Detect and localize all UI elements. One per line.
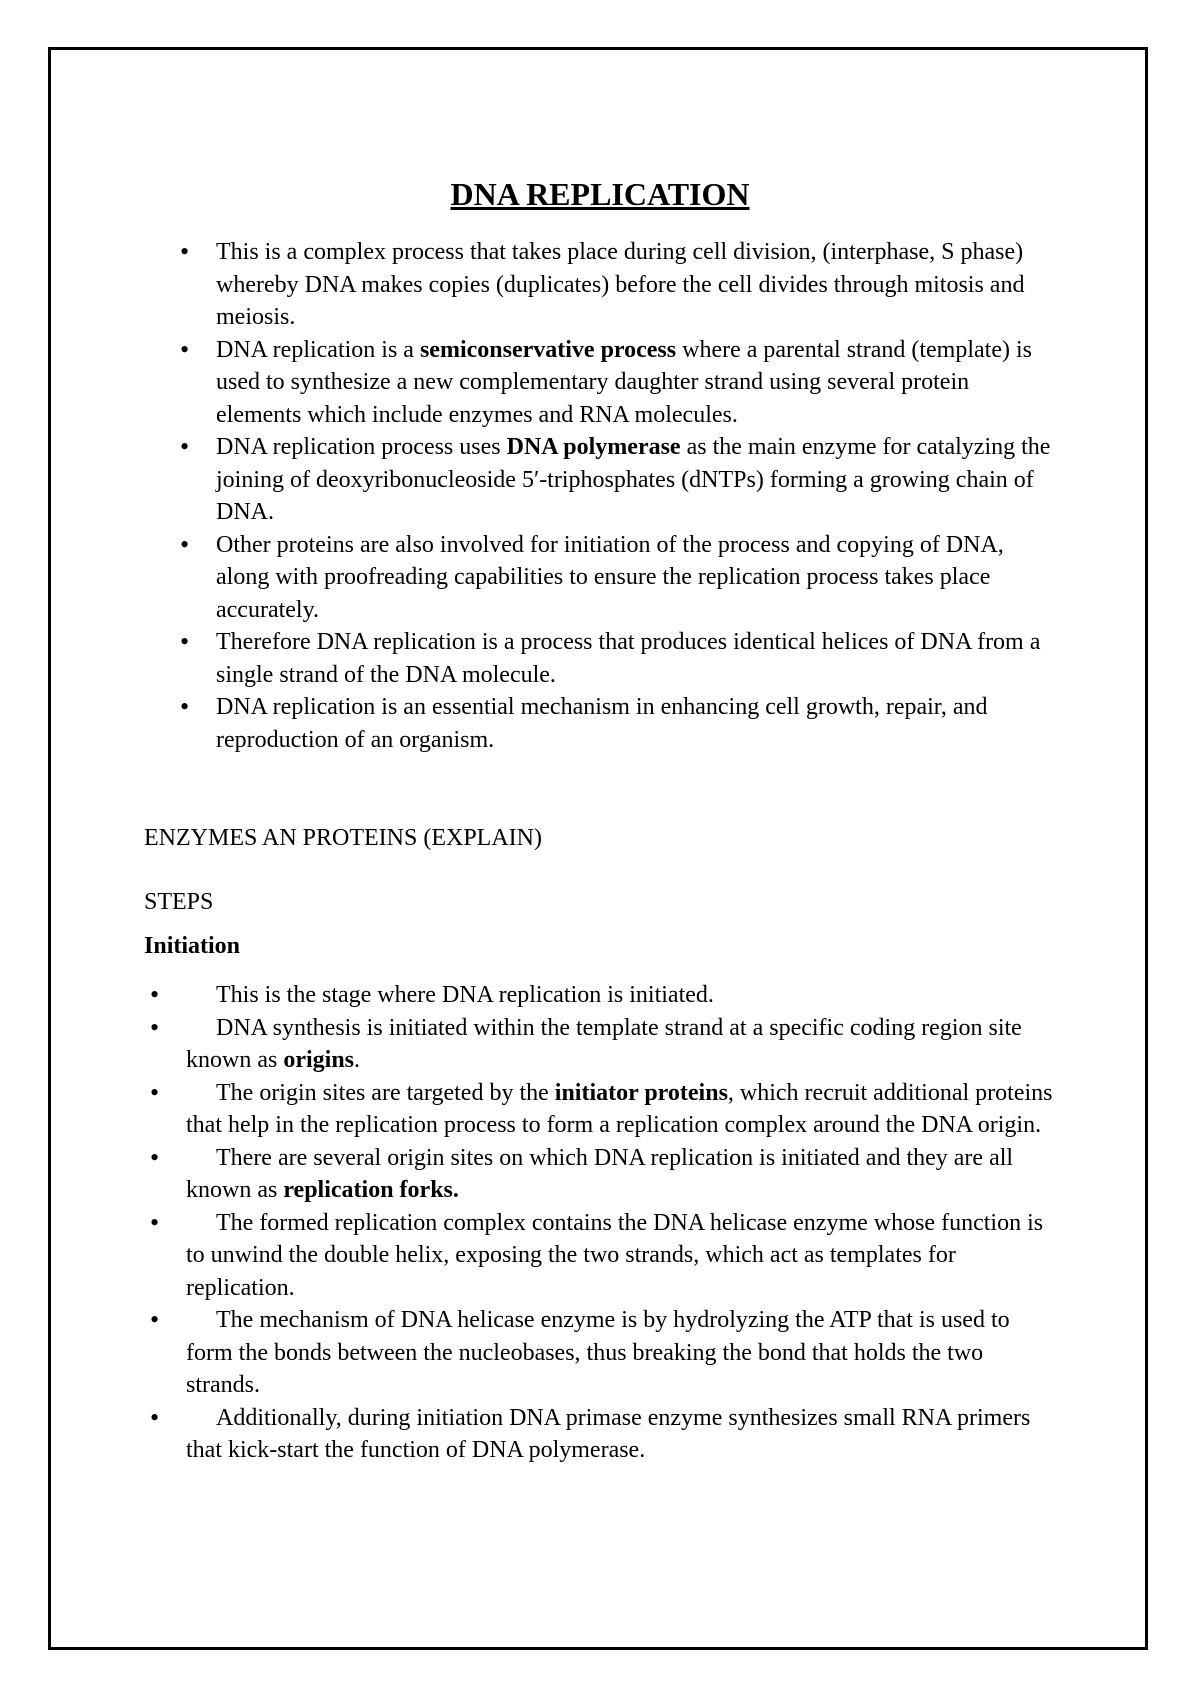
text-segment: .: [354, 1047, 361, 1073]
text-segment: DNA synthesis is initiated within the template strand at a specific coding region site known as: [186, 1014, 1022, 1073]
emphasis-text: origins: [283, 1047, 355, 1073]
list-item: [180, 431, 1060, 529]
list-item: [180, 691, 1060, 756]
intro-bullet-list: [180, 236, 1060, 756]
text-segment: This is a complex process that takes place during cell division, (interphase, S phase) whereby DNA makes copies (duplicates) before the cell divides through mitosis and meiosis.: [216, 239, 1025, 330]
list-item: [148, 1304, 1060, 1402]
list-item: [148, 1402, 1060, 1467]
steps-heading: STEPS: [144, 889, 214, 915]
emphasis-text: semiconservative process: [419, 336, 677, 363]
emphasis-text: DNA polymerase: [506, 434, 681, 460]
text-segment: DNA replication is an essential mechanism in enhancing cell growth, repair, and reproduction of an organism.: [216, 694, 988, 753]
emphasis-text: initiator proteins: [554, 1079, 728, 1106]
list-item: [180, 334, 1060, 432]
emphasis-text: replication forks.: [283, 1177, 459, 1203]
text-segment: Other proteins are also involved for initiation of the process and copying of DNA, along with proofreading capabilities to ensure the replication process takes place accurately.: [216, 531, 1004, 623]
text-segment: This is the stage where DNA replication is initiated.: [216, 982, 714, 1008]
list-item: [148, 1142, 1060, 1207]
list-item: [180, 529, 1060, 627]
initiation-heading: Initiation: [144, 933, 241, 959]
list-item: [148, 1077, 1060, 1142]
list-item: [148, 1207, 1060, 1305]
text-segment: as the main enzyme for catalyzing the joining of deoxyribonucleoside 5′-triphosphates (dNTPs) forming a growing chain of DNA.: [216, 434, 1051, 525]
text-segment: DNA replication process uses: [216, 434, 507, 460]
list-item: [180, 236, 1060, 334]
text-segment: , which recruit additional proteins that help in the replication process to form a replication complex around the DNA origin.: [186, 1079, 1053, 1138]
text-segment: where a parental strand (template) is used to synthesize a new complementary daughter strand using several protein elements which include enzymes and RNA molecules.: [216, 336, 1032, 428]
enzymes-heading: ENZYMES AN PROTEINS (EXPLAIN): [144, 825, 542, 851]
list-item: [148, 979, 1060, 1012]
text-segment: The formed replication complex contains the DNA helicase enzyme whose function is to unwind the double helix, exposing the two strands, which act as templates for replication.: [186, 1209, 1044, 1301]
list-item: [148, 1012, 1060, 1077]
text-segment: The origin sites are targeted by the: [216, 1079, 555, 1106]
initiation-bullet-list: [148, 979, 1060, 1467]
text-segment: Therefore DNA replication is a process that produces identical helices of DNA from a single strand of the DNA molecule.: [216, 629, 1041, 688]
text-segment: There are several origin sites on which DNA replication is initiated and they are all known as: [186, 1144, 1014, 1203]
text-segment: The mechanism of DNA helicase enzyme is by hydrolyzing the ATP that is used to form the bonds between the nucleobases, thus breaking the bond that holds the two strands.: [186, 1307, 1010, 1398]
document-title: DNA REPLICATION: [450, 176, 750, 212]
text-segment: Additionally, during initiation DNA primase enzyme synthesizes small RNA primers that kick-start the function of DNA polymerase.: [186, 1404, 1031, 1463]
text-segment: DNA replication is a: [216, 336, 420, 363]
list-item: [180, 626, 1060, 691]
